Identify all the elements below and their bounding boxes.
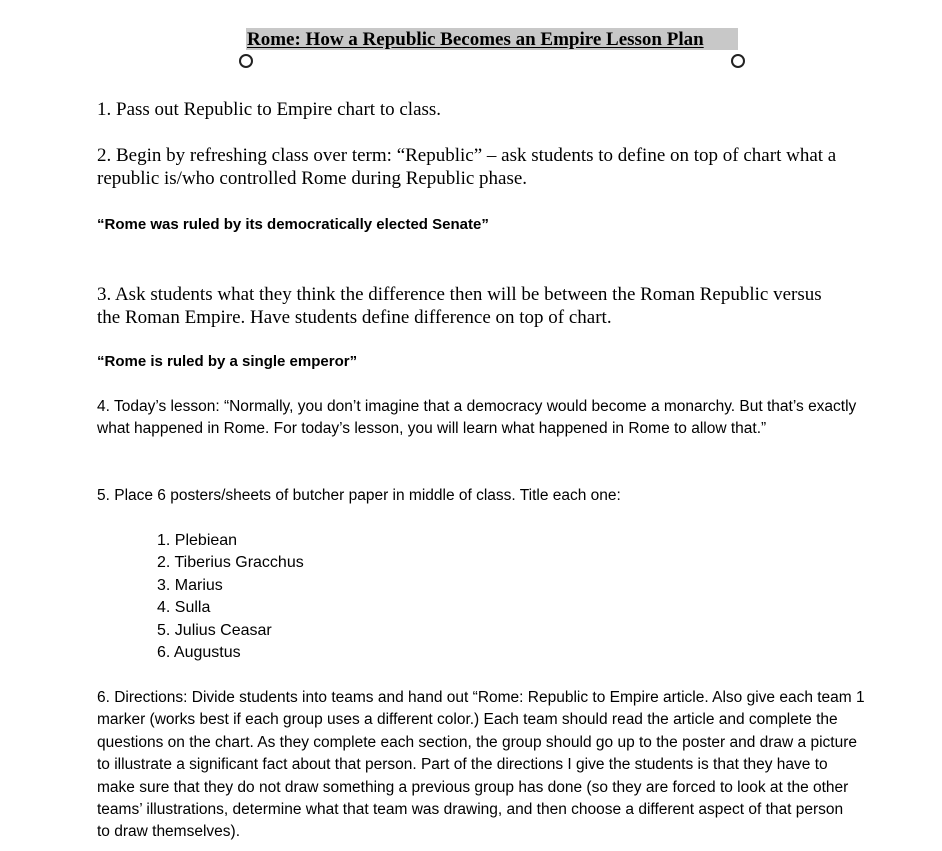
step-2-answer: “Rome was ruled by its democratically elected Senate” (97, 216, 489, 233)
list-item: 2. Tiberius Gracchus (157, 554, 304, 571)
step-6-line: marker (works best if each group uses a different color.) Each team should read the article and complete the (97, 711, 838, 728)
document-title[interactable]: Rome: How a Republic Becomes an Empire Lesson Plan (247, 29, 704, 50)
selection-handle-right-icon[interactable] (731, 54, 745, 68)
step-6-line: questions on the chart. As they complete each section, the group should go up to the poster and draw a picture (97, 734, 857, 751)
step-4-line-2: what happened in Rome. For today’s lesson, you will learn what happened in Rome to allow that.” (97, 420, 767, 437)
step-2-line-2: republic is/who controlled Rome during Republic phase. (97, 168, 528, 189)
step-6-line: to draw themselves). (97, 823, 240, 840)
step-4-line-1: 4. Today’s lesson: “Normally, you don’t imagine that a democracy would become a monarchy. But that’s exactly (97, 398, 857, 415)
step-6-line: make sure that they do not draw something a previous group has done (so they are forced to look at the other (97, 779, 849, 796)
selection-handle-left-icon[interactable] (239, 54, 253, 68)
list-item: 4. Sulla (157, 599, 211, 616)
step-3-answer: “Rome is ruled by a single emperor” (97, 353, 358, 370)
step-6-line: to illustrate a significant fact about that person. Part of the directions I give the students is that they have to (97, 756, 828, 773)
list-item: 3. Marius (157, 577, 223, 594)
list-item: 1. Plebiean (157, 532, 238, 549)
step-3-line-1: 3. Ask students what they think the difference then will be between the Roman Republic versus (97, 284, 822, 305)
step-6-line: teams’ illustrations, determine what that team was drawing, and then choose a different aspect of that person (97, 801, 844, 818)
step-5: 5. Place 6 posters/sheets of butcher paper in middle of class. Title each one: (97, 487, 621, 504)
step-6-line: 6. Directions: Divide students into teams and hand out “Rome: Republic to Empire article. Also give each team 1 (97, 689, 865, 706)
step-1: 1. Pass out Republic to Empire chart to class. (97, 99, 442, 120)
step-3-line-2: the Roman Empire. Have students define difference on top of chart. (97, 307, 612, 328)
list-item: 5. Julius Ceasar (157, 622, 272, 639)
list-item: 6. Augustus (157, 644, 241, 661)
step-2-line-1: 2. Begin by refreshing class over term: “Republic” – ask students to define on top of chart what a (97, 145, 837, 166)
